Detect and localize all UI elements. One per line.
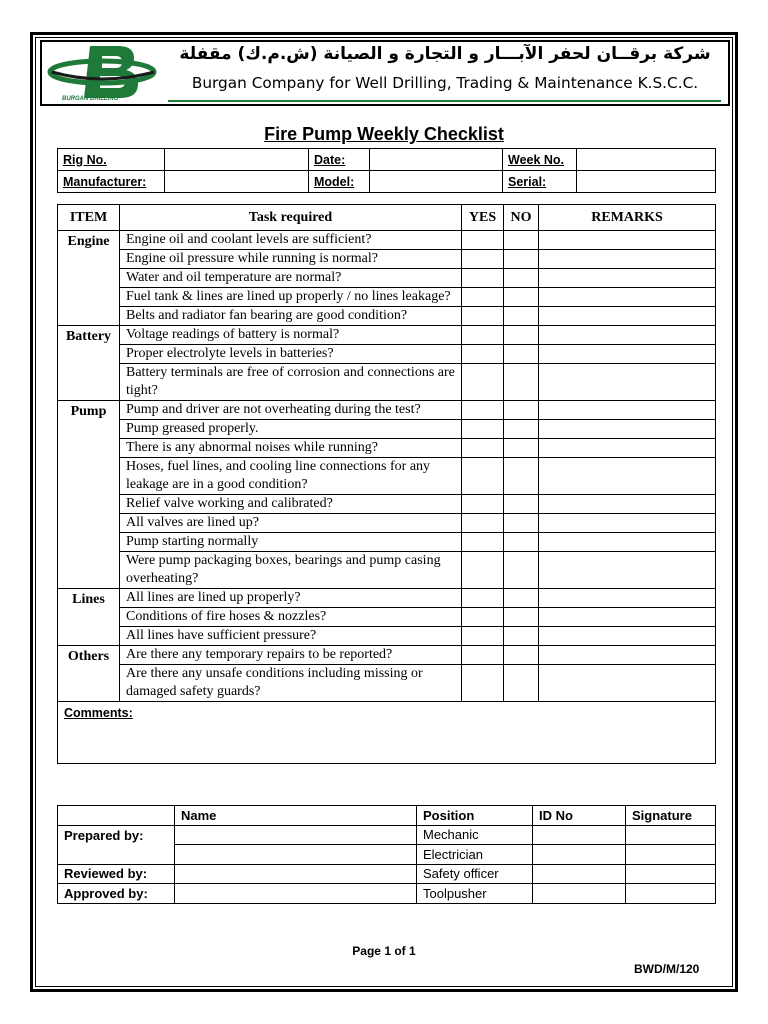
checklist-row (58, 495, 716, 514)
remarks-cell[interactable] (539, 420, 716, 439)
signoff-corner (58, 806, 175, 826)
task-text: All lines have sufficient pressure? (120, 627, 462, 646)
no-cell[interactable] (504, 250, 539, 269)
remarks-cell[interactable] (539, 458, 716, 495)
page-title: Fire Pump Weekly Checklist (264, 124, 504, 144)
yes-cell[interactable] (462, 589, 504, 608)
date-field[interactable] (370, 149, 503, 171)
rig-no-field[interactable] (165, 149, 309, 171)
no-cell[interactable] (504, 608, 539, 627)
burgan-logo (46, 42, 162, 104)
task-text: Belts and radiator fan bearing are good condition? (120, 307, 462, 326)
model-label: Model: (309, 171, 370, 193)
task-text: Pump greased properly. (120, 420, 462, 439)
task-text: Hoses, fuel lines, and cooling line connections for any leakage are in a good condition? (120, 458, 462, 495)
checklist-row (58, 288, 716, 307)
checklist-row (58, 231, 716, 250)
col-header-yes: YES (462, 205, 504, 231)
position-toolpusher: Toolpusher (417, 884, 533, 904)
yes-cell[interactable] (462, 458, 504, 495)
reviewed-by-signature-field[interactable] (626, 864, 716, 884)
yes-cell[interactable] (462, 533, 504, 552)
no-cell[interactable] (504, 307, 539, 326)
task-text: Fuel tank & lines are lined up properly / no lines leakage? (120, 288, 462, 307)
yes-cell[interactable] (462, 665, 504, 702)
task-text: All lines are lined up properly? (120, 589, 462, 608)
remarks-cell[interactable] (539, 288, 716, 307)
checklist-row (58, 307, 716, 326)
approved-by-signature-field[interactable] (626, 884, 716, 904)
prepared-by-electrician-name-field[interactable] (175, 845, 417, 865)
position-electrician: Electrician (417, 845, 533, 865)
reviewed-by-name-field[interactable] (175, 864, 417, 884)
task-text: Conditions of fire hoses & nozzles? (120, 608, 462, 627)
serial-field[interactable] (577, 171, 716, 193)
yes-cell[interactable] (462, 552, 504, 589)
task-text: There is any abnormal noises while running? (120, 439, 462, 458)
no-cell[interactable] (504, 552, 539, 589)
no-cell[interactable] (504, 420, 539, 439)
task-text: Engine oil and coolant levels are sufficient? (120, 231, 462, 250)
checklist-row (58, 326, 716, 345)
task-text: Were pump packaging boxes, bearings and pump casing overheating? (120, 552, 462, 589)
col-header-name: Name (175, 806, 417, 826)
task-text: Voltage readings of battery is normal? (120, 326, 462, 345)
remarks-cell[interactable] (539, 589, 716, 608)
no-cell[interactable] (504, 589, 539, 608)
checklist-row (58, 514, 716, 533)
yes-cell[interactable] (462, 269, 504, 288)
reviewed-by-label: Reviewed by: (58, 864, 175, 884)
yes-cell[interactable] (462, 231, 504, 250)
checklist-row (58, 646, 716, 665)
task-text: Are there any temporary repairs to be reported? (120, 646, 462, 665)
position-mechanic: Mechanic (417, 825, 533, 845)
remarks-cell[interactable] (539, 269, 716, 288)
checklist-row (58, 439, 716, 458)
no-cell[interactable] (504, 326, 539, 345)
task-text: All valves are lined up? (120, 514, 462, 533)
category-others: Others (58, 646, 120, 702)
checklist-row (58, 552, 716, 589)
no-cell[interactable] (504, 231, 539, 250)
yes-cell[interactable] (462, 307, 504, 326)
checklist-table (57, 204, 716, 764)
checklist-row (58, 458, 716, 495)
yes-cell[interactable] (462, 439, 504, 458)
comments-label: Comments: (64, 706, 133, 720)
remarks-cell[interactable] (539, 364, 716, 401)
checklist-row (58, 401, 716, 420)
document-code: BWD/M/120 (634, 962, 700, 976)
remarks-cell[interactable] (539, 665, 716, 702)
remarks-cell[interactable] (539, 326, 716, 345)
checklist-row (58, 250, 716, 269)
no-cell[interactable] (504, 627, 539, 646)
remarks-cell[interactable] (539, 307, 716, 326)
rig-no-label: Rig No. (58, 149, 165, 171)
week-no-label: Week No. (503, 149, 577, 171)
remarks-cell[interactable] (539, 231, 716, 250)
date-label: Date: (309, 149, 370, 171)
yes-cell[interactable] (462, 364, 504, 401)
checklist-row (58, 269, 716, 288)
remarks-cell[interactable] (539, 345, 716, 364)
prepared-by-electrician-signature-field[interactable] (626, 845, 716, 865)
yes-cell[interactable] (462, 608, 504, 627)
prepared-by-mechanic-signature-field[interactable] (626, 825, 716, 845)
task-text: Are there any unsafe conditions including missing or damaged safety guards? (120, 665, 462, 702)
col-header-item: ITEM (58, 205, 120, 231)
company-name-arabic: شركة برقــان لحفر الآبـــار و التجارة و الصيانة (ش.م.ك) مقفلة (179, 44, 711, 64)
checklist-row (58, 665, 716, 702)
prepared-by-label: Prepared by: (58, 825, 175, 864)
remarks-cell[interactable] (539, 552, 716, 589)
no-cell[interactable] (504, 401, 539, 420)
no-cell[interactable] (504, 439, 539, 458)
yes-cell[interactable] (462, 514, 504, 533)
week-no-field[interactable] (577, 149, 716, 171)
yes-cell[interactable] (462, 326, 504, 345)
checklist-body (58, 231, 716, 702)
approved-by-id-field[interactable] (533, 884, 626, 904)
category-pump: Pump (58, 401, 120, 589)
prepared-by-mechanic-id-field[interactable] (533, 825, 626, 845)
col-header-no: NO (504, 205, 539, 231)
remarks-cell[interactable] (539, 439, 716, 458)
task-text: Pump and driver are not overheating during the test? (120, 401, 462, 420)
remarks-cell[interactable] (539, 250, 716, 269)
remarks-cell[interactable] (539, 627, 716, 646)
remarks-cell[interactable] (539, 646, 716, 665)
checklist-row (58, 589, 716, 608)
yes-cell[interactable] (462, 288, 504, 307)
remarks-cell[interactable] (539, 608, 716, 627)
yes-cell[interactable] (462, 250, 504, 269)
checklist-row (58, 608, 716, 627)
task-text: Engine oil pressure while running is normal? (120, 250, 462, 269)
yes-cell[interactable] (462, 401, 504, 420)
yes-cell[interactable] (462, 495, 504, 514)
checklist-row (58, 364, 716, 401)
col-header-id-no: ID No (533, 806, 626, 826)
task-text: Relief valve working and calibrated? (120, 495, 462, 514)
remarks-cell[interactable] (539, 495, 716, 514)
serial-label: Serial: (503, 171, 577, 193)
task-text: Water and oil temperature are normal? (120, 269, 462, 288)
remarks-cell[interactable] (539, 533, 716, 552)
no-cell[interactable] (504, 458, 539, 495)
category-lines: Lines (58, 589, 120, 646)
task-text: Proper electrolyte levels in batteries? (120, 345, 462, 364)
col-header-remarks: REMARKS (539, 205, 716, 231)
approved-by-label: Approved by: (58, 884, 175, 904)
no-cell[interactable] (504, 665, 539, 702)
task-text: Battery terminals are free of corrosion and connections are tight? (120, 364, 462, 401)
yes-cell[interactable] (462, 627, 504, 646)
model-field[interactable] (370, 171, 503, 193)
no-cell[interactable] (504, 288, 539, 307)
comments-field[interactable] (58, 702, 716, 764)
logo-letter-b (84, 46, 138, 98)
position-safety-officer: Safety officer (417, 864, 533, 884)
yes-cell[interactable] (462, 345, 504, 364)
approved-by-name-field[interactable] (175, 884, 417, 904)
task-text: Pump starting normally (120, 533, 462, 552)
company-name-english: Burgan Company for Well Drilling, Trading & Maintenance K.S.C.C. (191, 74, 699, 92)
reviewed-by-id-field[interactable] (533, 864, 626, 884)
category-battery: Battery (58, 326, 120, 401)
category-engine: Engine (58, 231, 120, 326)
letterhead-rule (168, 100, 721, 102)
checklist-row (58, 627, 716, 646)
col-header-task: Task required (120, 205, 462, 231)
checklist-row (58, 420, 716, 439)
no-cell[interactable] (504, 345, 539, 364)
manufacturer-label: Manufacturer: (58, 171, 165, 193)
no-cell[interactable] (504, 269, 539, 288)
no-cell[interactable] (504, 514, 539, 533)
info-table (57, 148, 716, 193)
page-number: Page 1 of 1 (352, 944, 416, 958)
remarks-cell[interactable] (539, 514, 716, 533)
no-cell[interactable] (504, 533, 539, 552)
col-header-position: Position (417, 806, 533, 826)
prepared-by-electrician-id-field[interactable] (533, 845, 626, 865)
yes-cell[interactable] (462, 646, 504, 665)
checklist-row (58, 345, 716, 364)
no-cell[interactable] (504, 495, 539, 514)
no-cell[interactable] (504, 364, 539, 401)
manufacturer-field[interactable] (165, 171, 309, 193)
logo-caption: BURGAN DRILLING (62, 96, 119, 102)
signoff-table (57, 805, 716, 904)
yes-cell[interactable] (462, 420, 504, 439)
checklist-row (58, 533, 716, 552)
prepared-by-mechanic-name-field[interactable] (175, 825, 417, 845)
no-cell[interactable] (504, 646, 539, 665)
col-header-signature: Signature (626, 806, 716, 826)
remarks-cell[interactable] (539, 401, 716, 420)
